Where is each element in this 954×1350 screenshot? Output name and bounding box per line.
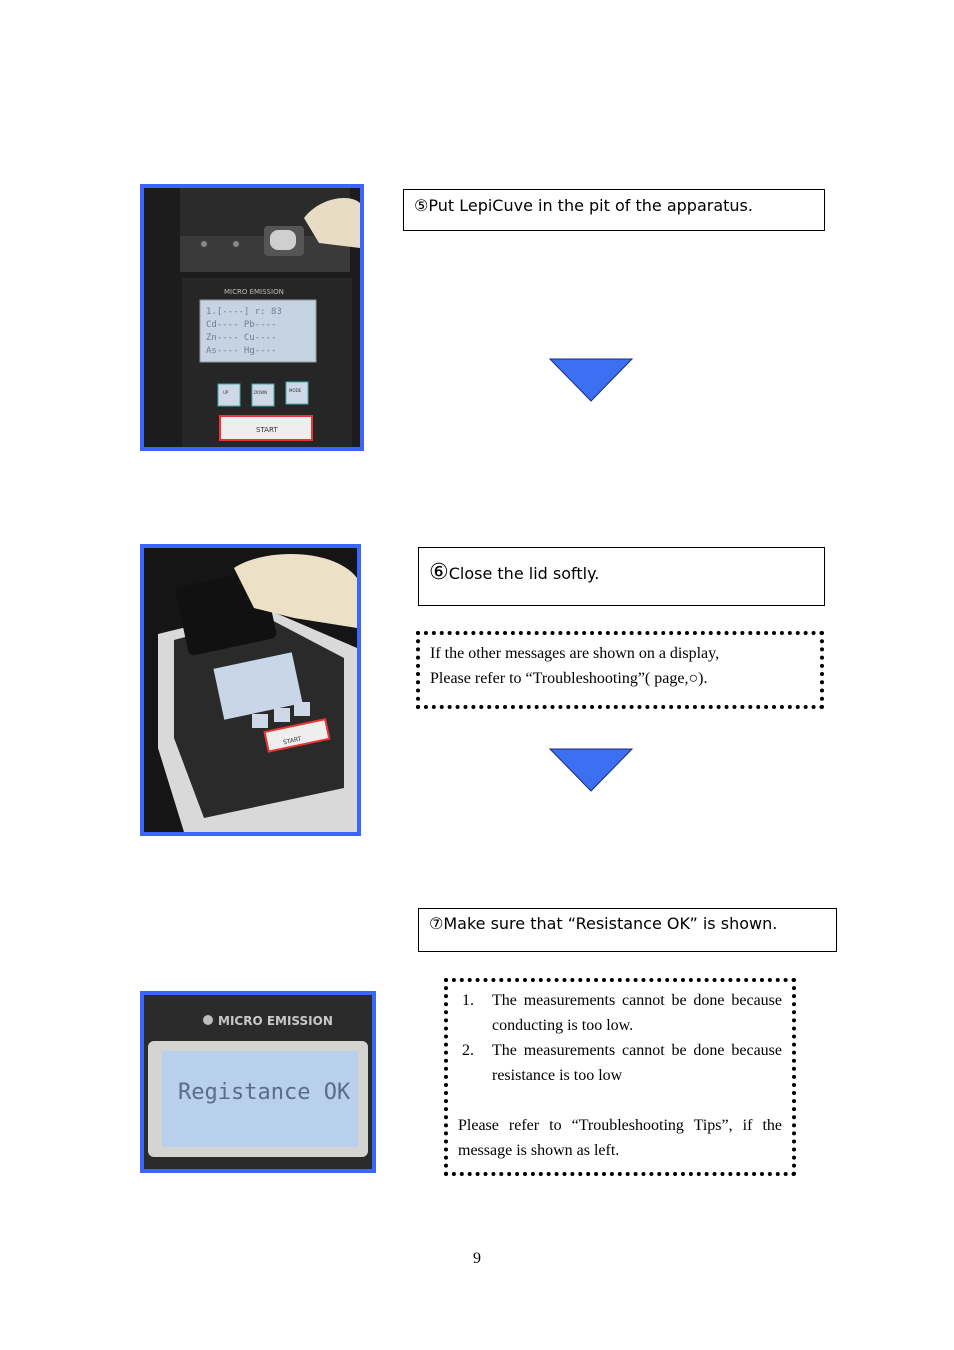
step-5-text: ⑤Put LepiCuve in the pit of the apparatus. (414, 196, 753, 215)
note-7-list (458, 988, 782, 1088)
photo-close-lid (140, 544, 361, 836)
note-7-item-1-text: The measurements cannot be done because conducting is too low. (492, 992, 782, 1034)
step-7-box (418, 908, 837, 952)
note-6-line-2: Please refer to “Troubleshooting”( page,○). (430, 670, 708, 687)
lcd-brand-text: MICRO EMISSION (218, 1014, 333, 1028)
device-illustration-2 (144, 548, 357, 832)
device-illustration-1 (144, 188, 360, 447)
start-button-label-2: START (282, 735, 303, 747)
lcd-line-3: Zn---- Cu---- (206, 333, 277, 343)
note-troubleshooting-6 (416, 631, 824, 709)
note-7-item-2 (458, 1038, 782, 1088)
page-number: 9 (473, 1250, 481, 1267)
note-7-item-1-num: 1. (462, 992, 474, 1009)
note-7-footer: Please refer to “Troubleshooting Tips”, if the message is shown as left. (458, 1117, 782, 1159)
mode-button-label: MODE (289, 388, 302, 393)
down-arrow-icon (549, 358, 633, 407)
note-7-item-1 (458, 988, 782, 1038)
photo-put-lepicuve (140, 184, 364, 451)
photo-registance-ok (140, 991, 376, 1173)
note-7-item-2-text: The measurements cannot be done because resistance is too low (492, 1042, 782, 1084)
down-arrow-icon (549, 748, 633, 797)
lcd-illustration (144, 995, 372, 1169)
note-7-item-2-num: 2. (462, 1042, 474, 1059)
step-7-text: ⑦Make sure that “Resistance OK” is shown. (429, 914, 778, 933)
note-troubleshooting-7 (444, 978, 796, 1176)
step-5-box (403, 189, 825, 231)
lcd-line-2: Cd---- Pb---- (206, 320, 277, 330)
start-button-label: START (256, 426, 278, 434)
down-button-label: DOWN (254, 390, 268, 395)
up-button-label: UP (223, 390, 229, 395)
lcd-line-1: 1.[----] r: 83 (206, 307, 282, 317)
lcd-line-4: As---- Hg---- (206, 346, 277, 356)
device-brand-text: MICRO EMISSION (224, 288, 284, 296)
note-6-line-1: If the other messages are shown on a display, (430, 645, 720, 662)
step-6-text: Close the lid softly. (448, 564, 600, 583)
lcd-registance-text: Registance OK (178, 1080, 351, 1105)
step-6-box (418, 547, 825, 606)
step-6-marker: ⑥ (429, 560, 449, 585)
